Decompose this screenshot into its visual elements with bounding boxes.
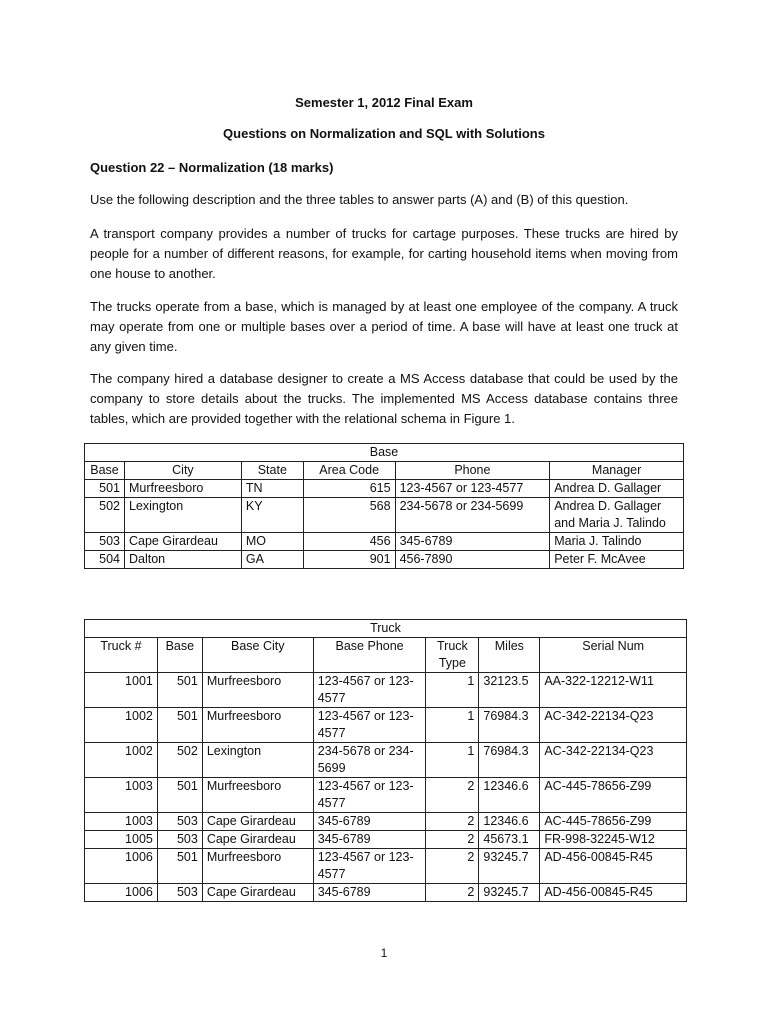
- question-title: Question 22 – Normalization (18 marks): [90, 160, 334, 175]
- table-cell: 1002: [85, 743, 158, 778]
- table-row: [85, 533, 684, 551]
- table-cell: 456: [303, 533, 395, 551]
- table-cell: 503: [157, 884, 202, 902]
- table-row: [85, 884, 687, 902]
- column-header: Base City: [202, 638, 313, 673]
- table-row: [85, 498, 684, 533]
- table-cell: 2: [426, 831, 479, 849]
- table-cell: 615: [303, 480, 395, 498]
- table-cell: AC-445-78656-Z99: [540, 813, 687, 831]
- base-table-caption: Base: [85, 444, 684, 462]
- table-cell: 2: [426, 778, 479, 813]
- table-cell: Murfreesboro: [124, 480, 241, 498]
- column-header: State: [241, 462, 303, 480]
- table-cell: 1005: [85, 831, 158, 849]
- table-cell: Cape Girardeau: [202, 813, 313, 831]
- column-header: Truck #: [85, 638, 158, 673]
- base-table-header: [85, 462, 684, 480]
- table-cell: 123-4567 or 123-4577: [313, 673, 426, 708]
- column-header: Manager: [550, 462, 684, 480]
- column-header: Truck Type: [426, 638, 479, 673]
- table-cell: KY: [241, 498, 303, 533]
- table-cell: 2: [426, 849, 479, 884]
- table-cell: 1001: [85, 673, 158, 708]
- table-cell: AA-322-12212-W11: [540, 673, 687, 708]
- column-header: Base: [157, 638, 202, 673]
- column-header: Base: [85, 462, 125, 480]
- table-row: [85, 673, 687, 708]
- table-cell: Dalton: [124, 551, 241, 569]
- table-cell: 123-4567 or 123-4577: [313, 778, 426, 813]
- table-cell: AD-456-00845-R45: [540, 849, 687, 884]
- table-cell: AC-342-22134-Q23: [540, 708, 687, 743]
- table-cell: Cape Girardeau: [124, 533, 241, 551]
- table-cell: 45673.1: [479, 831, 540, 849]
- table-cell: 2: [426, 813, 479, 831]
- table-row: [85, 743, 687, 778]
- table-cell: AD-456-00845-R45: [540, 884, 687, 902]
- table-cell: 76984.3: [479, 743, 540, 778]
- table-cell: Maria J. Talindo: [550, 533, 684, 551]
- table-row: [85, 778, 687, 813]
- table-cell: 93245.7: [479, 884, 540, 902]
- table-row: [85, 831, 687, 849]
- table-cell: 1006: [85, 884, 158, 902]
- table-cell: 234-5678 or 234-5699: [313, 743, 426, 778]
- table-cell: 503: [157, 831, 202, 849]
- table-cell: Murfreesboro: [202, 673, 313, 708]
- table-cell: 1: [426, 743, 479, 778]
- column-header: Phone: [395, 462, 550, 480]
- table-cell: AC-445-78656-Z99: [540, 778, 687, 813]
- table-cell: 501: [85, 480, 125, 498]
- table-cell: 901: [303, 551, 395, 569]
- table-cell: 1: [426, 673, 479, 708]
- column-header: Base Phone: [313, 638, 426, 673]
- table-cell: 76984.3: [479, 708, 540, 743]
- table-row: [85, 708, 687, 743]
- table-cell: MO: [241, 533, 303, 551]
- table-cell: Murfreesboro: [202, 708, 313, 743]
- table-cell: AC-342-22134-Q23: [540, 743, 687, 778]
- table-cell: 123-4567 or 123-4577: [395, 480, 550, 498]
- column-header: Area Code: [303, 462, 395, 480]
- table-cell: 32123.5: [479, 673, 540, 708]
- table-cell: Peter F. McAvee: [550, 551, 684, 569]
- table-cell: 1003: [85, 778, 158, 813]
- table-cell: 568: [303, 498, 395, 533]
- table-cell: 501: [157, 708, 202, 743]
- paragraph-database: The company hired a database designer to create a MS Access database that could be used by the company to store details about the trucks. The implemented MS Access database contains three tables, which are provided together with the relational schema in Figure 1.: [90, 371, 678, 426]
- table-cell: Andrea D. Gallager: [550, 480, 684, 498]
- column-header: City: [124, 462, 241, 480]
- table-cell: 12346.6: [479, 813, 540, 831]
- table-cell: 345-6789: [395, 533, 550, 551]
- column-header: Miles: [479, 638, 540, 673]
- table-cell: 1006: [85, 849, 158, 884]
- table-cell: 345-6789: [313, 884, 426, 902]
- exam-subtitle: Questions on Normalization and SQL with Solutions: [223, 126, 545, 141]
- table-cell: GA: [241, 551, 303, 569]
- table-cell: 345-6789: [313, 813, 426, 831]
- table-cell: Lexington: [124, 498, 241, 533]
- table-cell: 501: [157, 849, 202, 884]
- exam-title: Semester 1, 2012 Final Exam: [295, 95, 473, 110]
- truck-table: [84, 619, 687, 902]
- table-cell: 501: [157, 778, 202, 813]
- paragraph-company: A transport company provides a number of trucks for cartage purposes. These trucks are hired by people for a number of different reasons, for example, for carting household items when moving from one house to another.: [90, 226, 678, 281]
- table-cell: FR-998-32245-W12: [540, 831, 687, 849]
- table-cell: 501: [157, 673, 202, 708]
- page-number: 1: [380, 946, 388, 960]
- table-row: [85, 849, 687, 884]
- table-cell: Murfreesboro: [202, 778, 313, 813]
- table-row: [85, 551, 684, 569]
- table-cell: 503: [157, 813, 202, 831]
- table-cell: 1002: [85, 708, 158, 743]
- table-cell: 1: [426, 708, 479, 743]
- table-cell: TN: [241, 480, 303, 498]
- table-row: [85, 813, 687, 831]
- truck-table-header: [85, 638, 687, 673]
- table-cell: 1003: [85, 813, 158, 831]
- table-cell: 123-4567 or 123-4577: [313, 708, 426, 743]
- table-cell: 502: [157, 743, 202, 778]
- truck-table-caption: Truck: [85, 620, 687, 638]
- column-header: Serial Num: [540, 638, 687, 673]
- table-cell: 234-5678 or 234-5699: [395, 498, 550, 533]
- table-cell: Murfreesboro: [202, 849, 313, 884]
- table-cell: Cape Girardeau: [202, 884, 313, 902]
- table-cell: 93245.7: [479, 849, 540, 884]
- paragraph-bases: The trucks operate from a base, which is managed by at least one employee of the company. A truck may operate from one or multiple bases over a period of time. A base will have at least one truck at any given time.: [90, 299, 678, 354]
- table-cell: 502: [85, 498, 125, 533]
- table-cell: 456-7890: [395, 551, 550, 569]
- paragraph-intro: Use the following description and the three tables to answer parts (A) and (B) of this question.: [90, 192, 629, 207]
- table-row: [85, 480, 684, 498]
- table-cell: Cape Girardeau: [202, 831, 313, 849]
- table-cell: 503: [85, 533, 125, 551]
- base-table: [84, 443, 684, 569]
- table-cell: 345-6789: [313, 831, 426, 849]
- table-cell: 12346.6: [479, 778, 540, 813]
- table-cell: Andrea D. Gallager and Maria J. Talindo: [550, 498, 684, 533]
- table-cell: 2: [426, 884, 479, 902]
- table-cell: 123-4567 or 123-4577: [313, 849, 426, 884]
- table-cell: 504: [85, 551, 125, 569]
- table-cell: Lexington: [202, 743, 313, 778]
